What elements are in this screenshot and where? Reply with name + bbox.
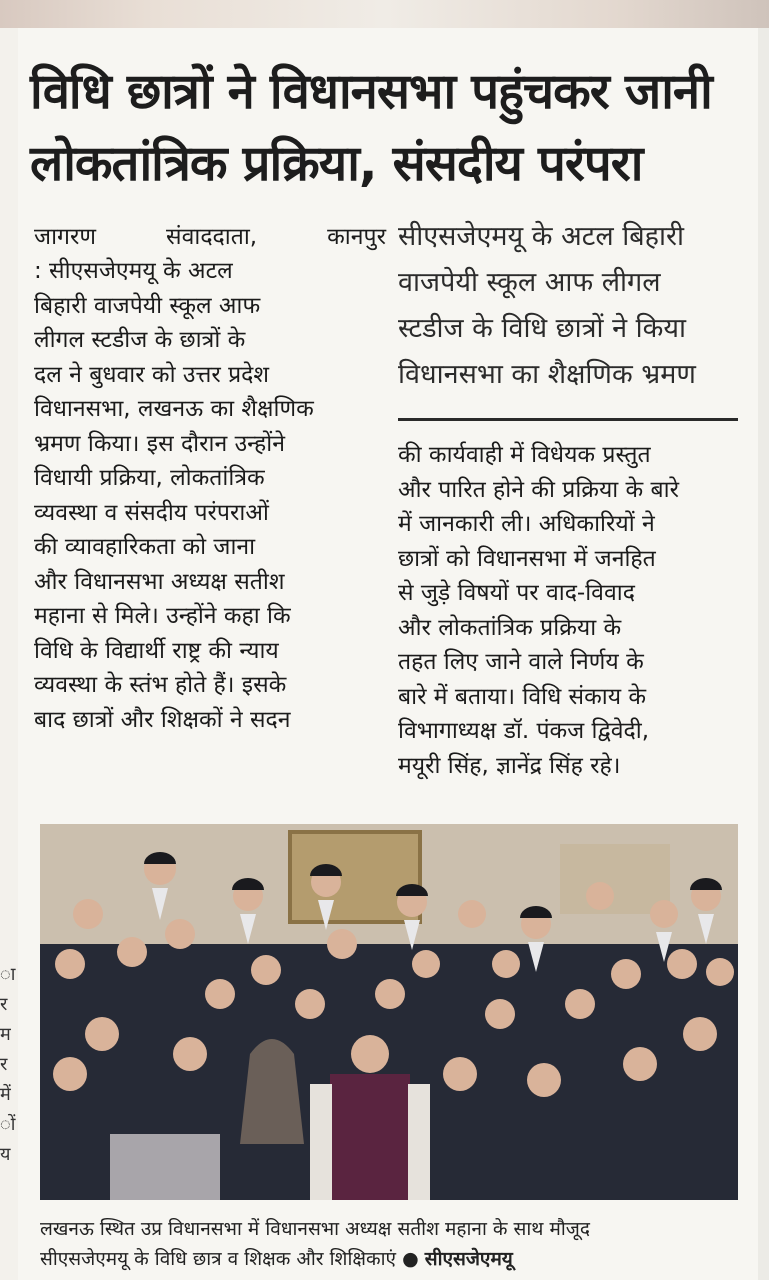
article-line: और लोकतांत्रिक प्रक्रिया के [398,614,622,641]
article-line: छात्रों को विधानसभा में जनहित [398,545,656,572]
headline-line-2: लोकतांत्रिक प्रक्रिया, संसदीय परंपरा [30,135,643,192]
article-line: से जुड़े विषयों पर वाद-विवाद [398,580,635,606]
bullet-icon: ● [402,1248,419,1270]
byline-source: जागरण [34,224,97,250]
margin-fragment: ा [0,964,16,985]
subheadline-line: वाजपेयी स्कूल आफ लीगल [398,267,661,298]
caption-line-2: सीएसजेएमयू के विधि छात्र व शिक्षक और शिक्षिकाएं [40,1248,397,1270]
article-column-right [398,438,738,783]
article-line: व्यवस्था व संसदीय परंपराओं [34,499,269,526]
article-line: और पारित होने की प्रक्रिया के बारे [398,476,680,503]
article-line: तहत लिए जाने वाले निर्णय के [398,649,644,675]
subheadline-line: विधानसभा का शैक्षणिक भ्रमण [398,359,696,390]
headline-line-1: विधि छात्रों ने विधानसभा पहुंचकर जानी [30,63,712,120]
article-line: विभागाध्यक्ष डॉ. पंकज द्विवेदी, [398,718,650,744]
byline [34,220,386,254]
adjacent-article-fragment [0,960,16,1210]
article-line: मयूरी सिंह, ज्ञानेंद्र सिंह रहे। [398,752,621,779]
article-line: विधायी प्रक्रिया, लोकतांत्रिक [34,465,265,491]
article-line: और विधानसभा अध्यक्ष सतीश [34,568,285,595]
margin-fragment: ों [0,1114,16,1135]
photo-caption [40,1214,740,1274]
article-line: की कार्यवाही में विधेयक प्रस्तुत [398,442,651,468]
margin-fragment: य [0,1144,11,1165]
article-line: बिहारी वाजपेयी स्कूल आफ [34,292,261,319]
group-photo [40,824,738,1200]
article-line: विधि के विद्यार्थी राष्ट्र की न्याय [34,637,279,664]
article-line: व्यवस्था के स्तंभ होते हैं। इसके [34,672,287,698]
article-line: बारे में बताया। विधि संकाय के [398,683,647,710]
subheadline [398,214,738,398]
subheadline-line: सीएसजेएमयू के अटल बिहारी [398,221,685,252]
margin-fragment: में [0,1084,11,1105]
photo-credit: सीएसजेएमयू [424,1248,513,1270]
caption-line-1: लखनऊ स्थित उप्र विधानसभा में विधानसभा अध्यक्ष सतीश महाना के साथ मौजूद [40,1218,590,1240]
article-line: में जानकारी ली। अधिकारियों ने [398,511,655,537]
article-column-left [34,254,386,737]
article-line: बाद छात्रों और शिक्षकों ने सदन [34,706,291,733]
headline [30,56,746,200]
margin-fragment: म [0,1024,11,1045]
article-line: दल ने बुधवार को उत्तर प्रदेश [34,361,270,388]
group-photo-illustration [40,824,738,1200]
article-line: लीगल स्टडीज के छात्रों के [34,327,246,353]
article-line: विधानसभा, लखनऊ का शैक्षणिक [34,396,314,422]
article-line: : सीएसजेएमयू के अटल [34,258,233,284]
newspaper-clipping [18,28,758,1280]
margin-fragment: र [0,1054,8,1075]
byline-role: संवाददाता, [166,224,258,250]
subheadline-rule [398,418,738,421]
page-right-edge [758,28,769,1280]
byline-city: कानपुर [327,224,386,250]
article-line: की व्यावहारिकता को जाना [34,534,256,560]
top-edge-strip [0,0,769,28]
margin-fragment: र [0,994,8,1015]
subheadline-line: स्टडीज के विधि छात्रों ने किया [398,313,687,344]
article-line: महाना से मिले। उन्होंने कहा कि [34,603,291,629]
article-line: भ्रमण किया। इस दौरान उन्होंने [34,430,285,457]
